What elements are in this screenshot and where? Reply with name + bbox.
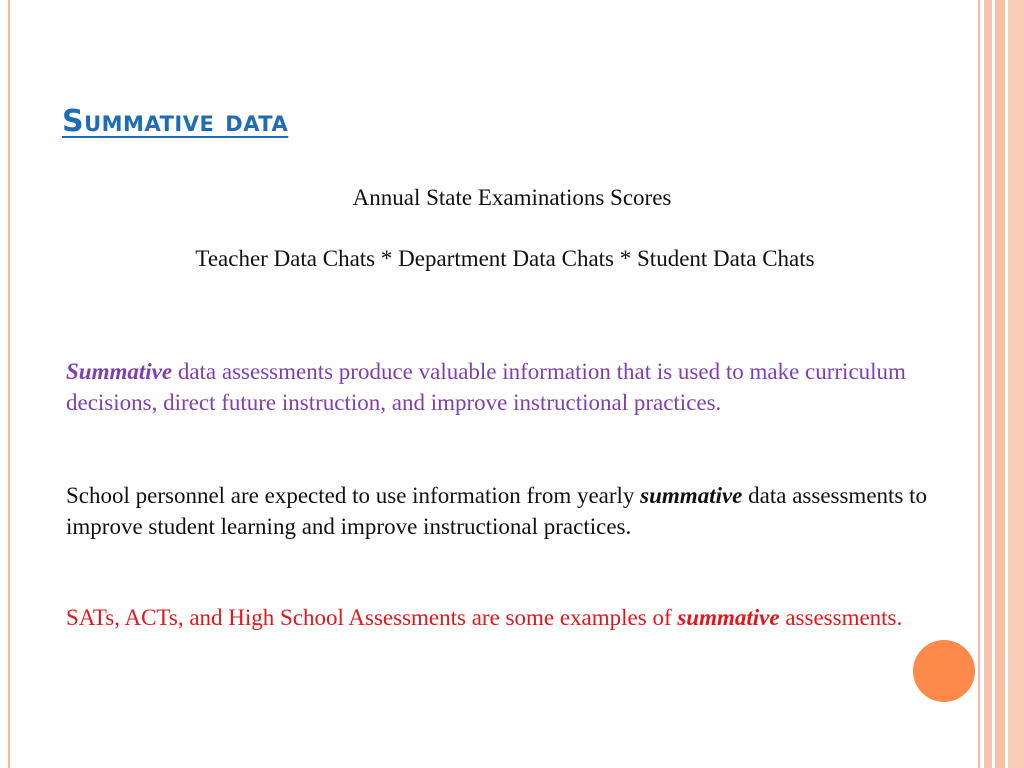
paragraph-text: data assessments produce valuable information that is used to make curriculum decisions, direct future instruction, and improve instructional practices. <box>66 359 906 415</box>
right-decorative-stripes <box>978 0 1024 768</box>
emphasis-summative: summative <box>677 605 780 630</box>
subtitle-line-1: Annual State Examinations Scores <box>352 185 672 210</box>
paragraph-text: SATs, ACTs, and High School Assessments are some examples of <box>66 605 678 630</box>
paragraph-examples <box>66 602 946 633</box>
paragraph-purpose <box>66 356 946 418</box>
paragraph-text: assessments. <box>779 605 903 630</box>
orange-circle-decoration <box>913 640 975 702</box>
paragraph-text: School personnel are expected to use information from yearly <box>66 483 641 508</box>
left-border-line <box>8 0 10 768</box>
paragraph-text: data assessments to improve student learning and improve instructional practices. <box>66 483 928 539</box>
emphasis-summative: Summative <box>66 359 173 384</box>
subtitle-line-2: Teacher Data Chats * Department Data Chats * Student Data Chats <box>195 246 815 271</box>
slide-title: Summative data <box>62 104 289 139</box>
paragraph-expectation <box>66 480 946 542</box>
emphasis-summative: summative <box>640 483 743 508</box>
